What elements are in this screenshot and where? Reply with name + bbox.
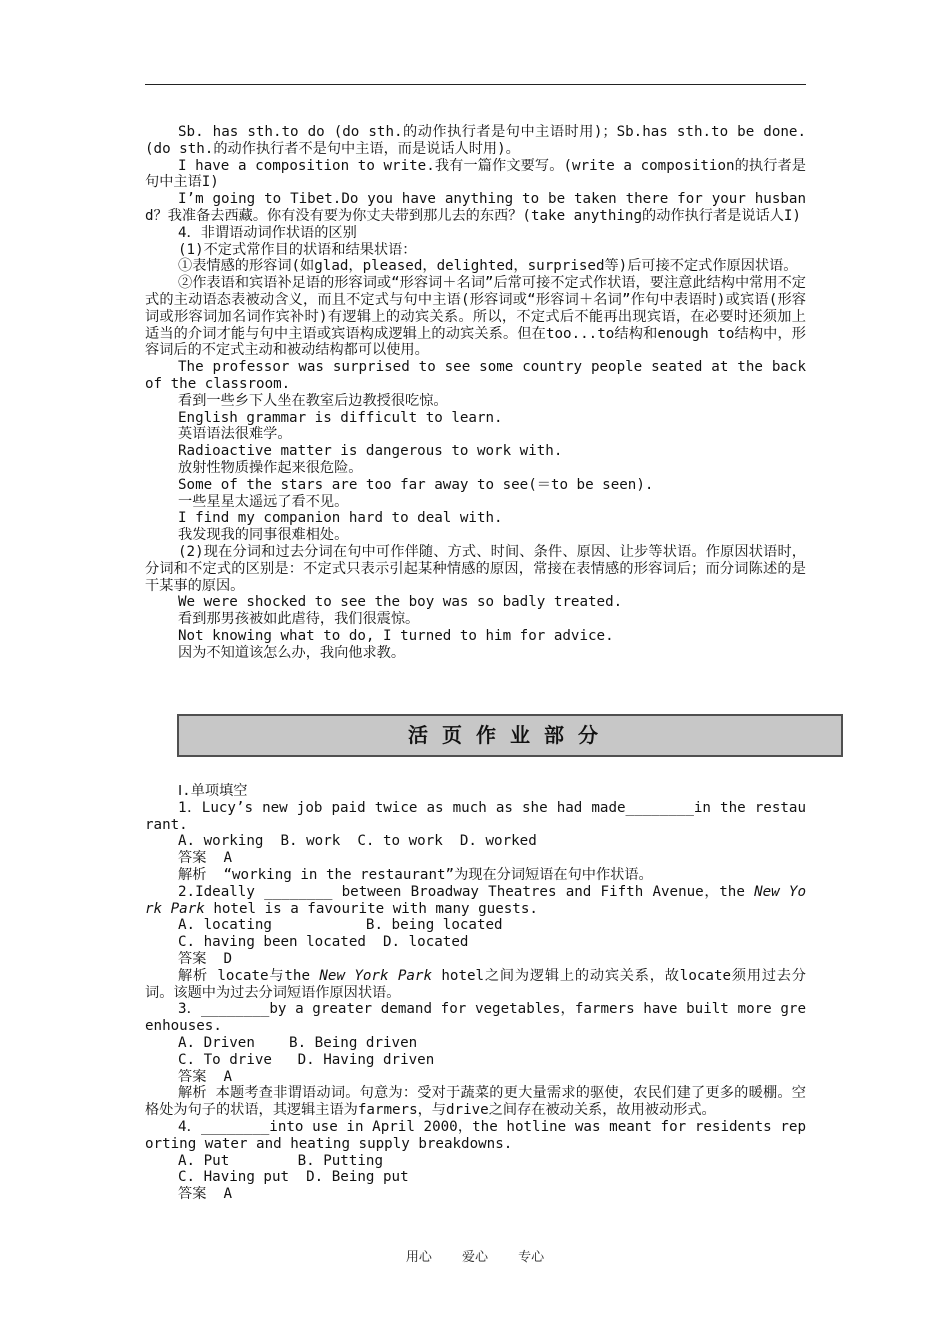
text-line: 看到那男孩被如此虐待，我们很震惊。 bbox=[178, 611, 420, 628]
exercise-section bbox=[145, 783, 806, 1203]
text-line: C. Having put D. Being put bbox=[178, 1169, 409, 1186]
text-line: 放射性物质操作起来很危险。 bbox=[178, 459, 363, 476]
text-line: 答案 D bbox=[178, 950, 232, 967]
header-rule bbox=[145, 84, 806, 85]
text-line: We were shocked to see the boy was so badly treated. bbox=[178, 594, 623, 611]
text-line: 答案 A bbox=[178, 850, 232, 867]
text-line: ②作表语和宾语补足语的形容词或“形容词＋名词”后常可接不定式作状语，要注意此结构中常用不定式的主动语态表被动含义，而且不定式与句中主语(形容词或“形容词＋名词”作句中表语时)或宾语(形容词或形容词加名词作宾补时)有逻辑上的动宾关系。所以，不定式后不能再出现宾语，在必要时还须加上适当的介词才能与句中主语或宾语构成逻辑上的动宾关系。但在too...to结构和enough to结构中，形容词后的不定式主动和被动结构都可以使用。 bbox=[145, 275, 806, 359]
text-line: A. working B. work C. to work D. worked bbox=[178, 833, 537, 850]
text-line: I have a composition to write.我有一篇作文要写。(write a composition的执行者是句中主语I) bbox=[145, 157, 806, 191]
text-line: 答案 A bbox=[178, 1068, 232, 1085]
text-line: 3．________by a greater demand for vegetables，farmers have built more greenhouses. bbox=[145, 1001, 806, 1035]
text-line: C. having been located D. located bbox=[178, 934, 469, 951]
text-line: 答案 A bbox=[178, 1186, 232, 1203]
text-line: C. To drive D. Having driven bbox=[178, 1051, 435, 1068]
text-line: 英语语法很难学。 bbox=[178, 426, 292, 443]
grammar-notes-section bbox=[145, 124, 806, 662]
text-line: 我发现我的同事很难相处。 bbox=[178, 527, 349, 544]
text-line: (2)现在分词和过去分词在句中可作伴随、方式、时间、条件、原因、让步等状语。作原因状语时，分词和不定式的区别是：不定式只表示引起某种情感的原因，常接在表情感的形容词后；而分词陈述的是干某事的原因。 bbox=[145, 543, 806, 594]
text-line: Not knowing what to do, I turned to him for advice. bbox=[178, 627, 614, 644]
text-line: (1)不定式常作目的状语和结果状语： bbox=[178, 241, 417, 258]
text-line: The professor was surprised to see some country people seated at the back of the classroom. bbox=[145, 359, 806, 392]
text-line: 2.Ideally ________ between Broadway Theatres and Fifth Avenue，the New York Park hotel is a favourite with many guests. bbox=[145, 883, 806, 917]
text-line: A. locating B. being located bbox=[178, 917, 503, 934]
text-line: 因为不知道该怎么办，我向他求教。 bbox=[178, 644, 406, 661]
text-line: 4．________into use in April 2000，the hotline was meant for residents reporting water and heating supply breakdowns. bbox=[145, 1118, 806, 1152]
text-line: 一些星星太遥远了看不见。 bbox=[178, 493, 349, 510]
text-line: ①表情感的形容词(如glad，pleased，delighted，surprised等)后可接不定式作原因状语。 bbox=[178, 258, 798, 275]
text-line: Some of the stars are too far away to see(＝to be seen). bbox=[178, 476, 654, 493]
text-line: I’m going to Tibet.Do you have anything to be taken there for your husband？我准备去西藏。你有没有要为你丈夫带到那儿去的东西？(take anything的动作执行者是说话人I) bbox=[145, 191, 806, 224]
text-line: 解析 本题考查非谓语动词。句意为：受对于蔬菜的更大量需求的驱使，农民们建了更多的暖棚。空格处为句子的状语，其逻辑主语为farmers，与drive之间存在被动关系，故用被动形式。 bbox=[145, 1085, 806, 1119]
page-footer: 用心 爱心 专心 bbox=[405, 1250, 545, 1265]
text-line: 解析 locate与the New York Park hotel之间为逻辑上的动宾关系，故locate须用过去分词。该题中为过去分词短语作原因状语。 bbox=[145, 967, 806, 1001]
text-line: 解析 “working in the restaurant”为现在分词短语在句中作状语。 bbox=[178, 866, 653, 883]
text-line: I find my companion hard to deal with. bbox=[178, 510, 503, 527]
text-line: 4．非谓语动词作状语的区别 bbox=[178, 224, 357, 241]
banner-title: 活页作业部分 bbox=[408, 723, 612, 748]
text-line: 1．Lucy’s new job paid twice as much as she had made________in the restaurant. bbox=[145, 799, 806, 833]
text-line: 看到一些乡下人坐在教室后边教授很吃惊。 bbox=[178, 392, 448, 409]
text-line: Ⅰ.单项填空 bbox=[178, 783, 248, 799]
text-line: Radioactive matter is dangerous to work with. bbox=[178, 443, 563, 460]
text-line: English grammar is difficult to learn. bbox=[178, 409, 503, 426]
text-line: A. Driven B. Being driven bbox=[178, 1034, 418, 1051]
text-line: A. Put B. Putting bbox=[178, 1152, 383, 1169]
text-line: Sb. has sth.to do (do sth.的动作执行者是句中主语时用)；Sb.has sth.to be done.(do sth.的动作执行者不是句中主语，而是说话人时用)。 bbox=[145, 124, 806, 157]
homework-banner bbox=[177, 714, 843, 757]
